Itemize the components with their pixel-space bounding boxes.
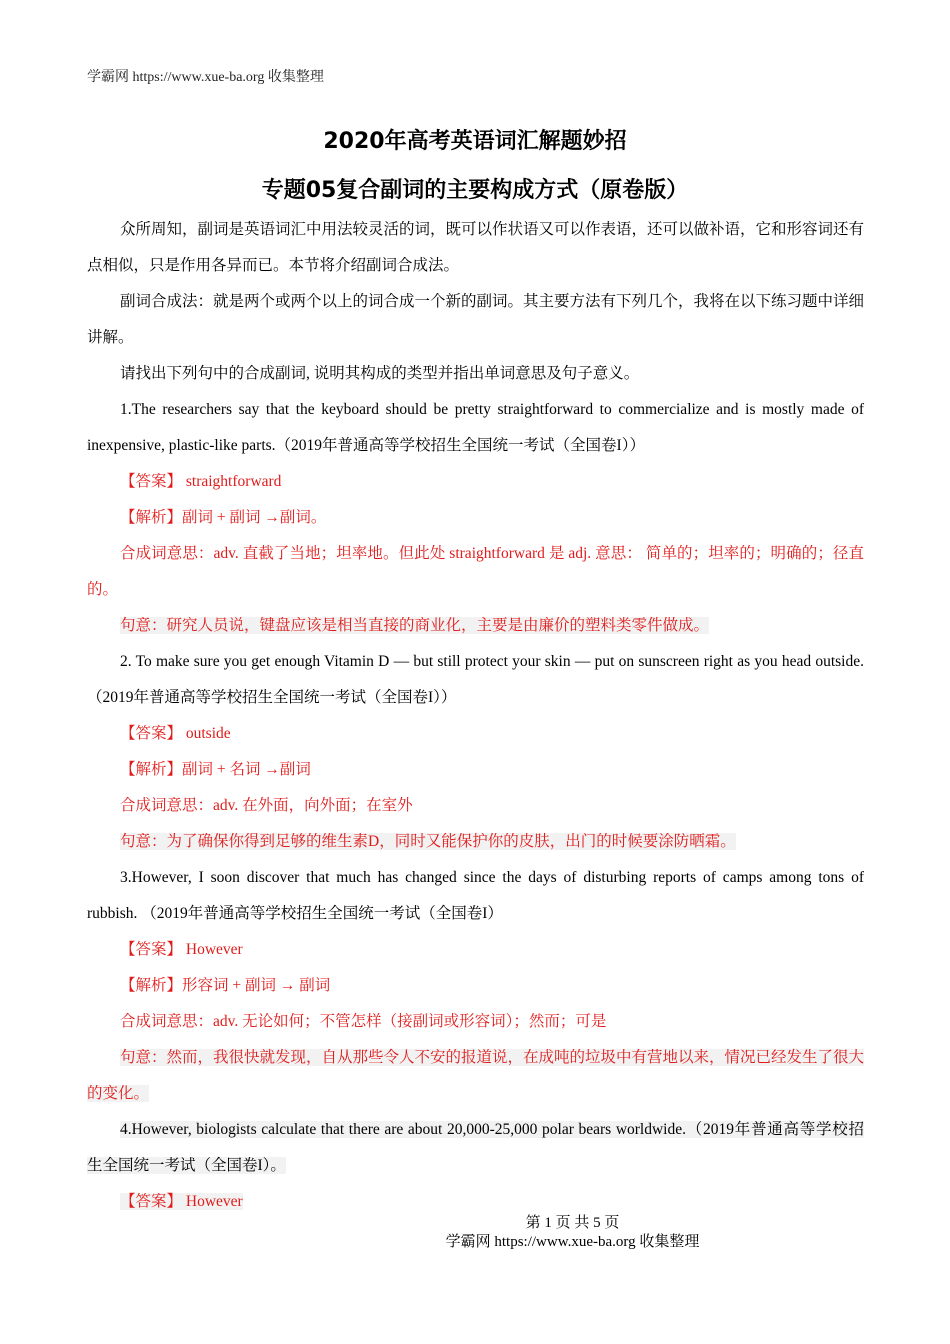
analysis-2: 【解析】副词 + 名词 →副词 [120, 761, 311, 778]
answer-3: 【答案】 However [120, 941, 243, 958]
document-subtitle: 专题05复合副词的主要构成方式（原卷版） [261, 178, 689, 203]
intro-paragraph: 众所周知，副词是英语词汇中用法较灵活的词，既可以作状语又可以作表语，还可以做补语，它和形容词还有点相似，只是作用各异而已。本节将介绍副词合成法。 [87, 221, 865, 274]
question-3: 3.However, I soon discover that much has changed since the days of disturbing reports of camps among tons of rubbish. （2019年普通高等学校招生全国统一考试（全国卷I） [87, 869, 864, 922]
instruction-paragraph: 请找出下列句中的合成副词, 说明其构成的类型并指出单词意思及句子意义。 [120, 365, 640, 382]
footer-source-note: 学霸网 https://www.xue-ba.org 收集整理 [445, 1234, 700, 1250]
document-title: 2020年高考英语词汇解题妙招 [323, 129, 627, 154]
document-body [87, 212, 864, 1220]
translation-2: 句意：为了确保你得到足够的维生素D，同时又能保护你的皮肤，出门的时候要涂防晒霜。 [120, 833, 736, 850]
analysis-3: 【解析】形容词 + 副词 → 副词 [120, 977, 331, 994]
question-1: 1.The researchers say that the keyboard should be pretty straightforward to commercialize and is mostly made of inexpensive, plastic-like parts.（2019年普通高等学校招生全国统一考试（全国卷I）） [87, 401, 864, 454]
meaning-2: 合成词意思：adv. 在外面，向外面；在室外 [120, 797, 413, 814]
translation-1: 句意：研究人员说，键盘应该是相当直接的商业化，主要是由廉价的塑料类零件做成。 [120, 617, 710, 634]
translation-3: 句意：然而，我很快就发现，自从那些令人不安的报道说，在成吨的垃圾中有营地以来，情况已经发生了很大的变化。 [87, 1049, 865, 1102]
answer-4: 【答案】 However [120, 1193, 243, 1210]
header-source-note: 学霸网 https://www.xue-ba.org 收集整理 [87, 70, 324, 85]
meaning-1: 合成词意思：adv. 直截了当地；坦率地。但此处 straightforward 是 adj. 意思： 简单的；坦率的；明确的；径直的。 [87, 545, 864, 598]
page-number: 第 1 页 共 5 页 [525, 1215, 620, 1231]
question-2: 2. To make sure you get enough Vitamin D — but still protect your skin — put on sunscreen right as you head outside.（2019年普通高等学校招生全国统一考试（全国卷I）） [87, 653, 864, 706]
analysis-1: 【解析】副词 + 副词 →副词。 [120, 509, 327, 526]
meaning-3: 合成词意思：adv. 无论如何；不管怎样（接副词或形容词）；然而；可是 [120, 1013, 607, 1030]
answer-2: 【答案】 outside [120, 725, 231, 742]
question-4: 4.However, biologists calculate that there are about 20,000-25,000 polar bears worldwide.（2019年普通高等学校招生全国统一考试（全国卷I）。 [87, 1121, 864, 1174]
intro-paragraph: 副词合成法：就是两个或两个以上的词合成一个新的副词。其主要方法有下列几个，我将在以下练习题中详细讲解。 [87, 293, 865, 346]
answer-1: 【答案】 straightforward [120, 473, 282, 490]
